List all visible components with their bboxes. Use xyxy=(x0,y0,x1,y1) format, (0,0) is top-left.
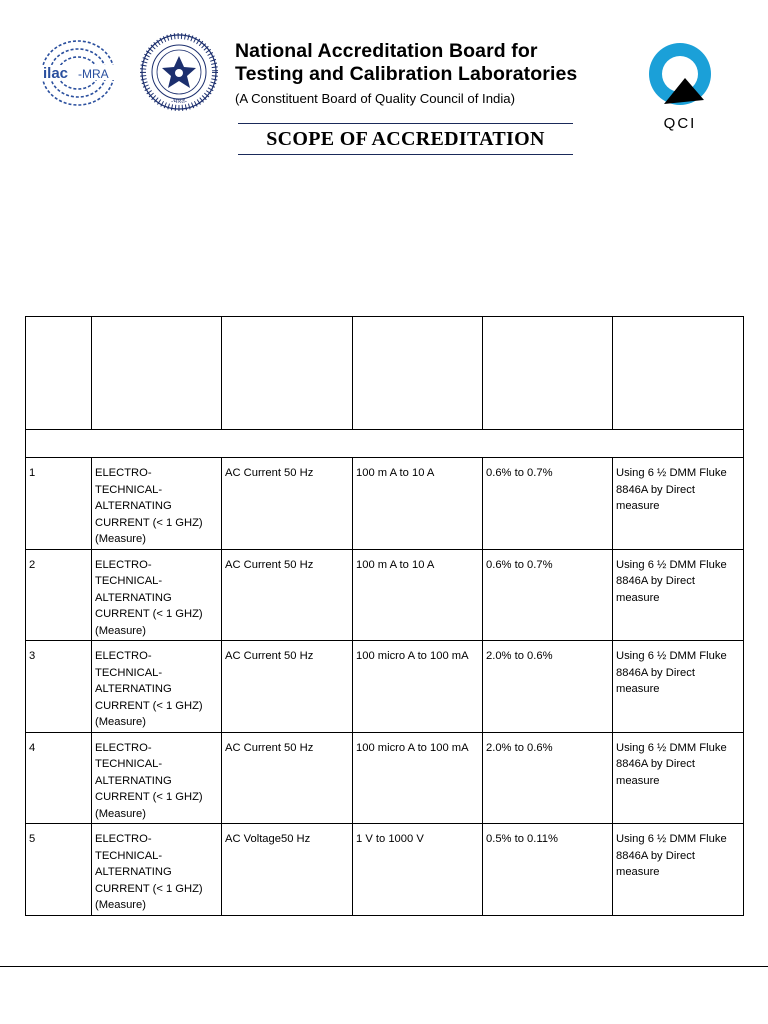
title-line-1: National Accreditation Board for xyxy=(235,40,538,62)
cell-discipline: ELECTRO-TECHNICAL-ALTERNATING CURRENT (< 1 GHZ) (Measure) xyxy=(92,824,222,916)
svg-text:-भारत-: -भारत- xyxy=(171,98,187,105)
cell-remarks: Using 6 ½ DMM Fluke 8846A by Direct measure xyxy=(613,824,744,916)
page-header xyxy=(0,0,768,170)
cell-discipline: ELECTRO-TECHNICAL-ALTERNATING CURRENT (< 1 GHZ) (Measure) xyxy=(92,549,222,641)
cell-sno: 2 xyxy=(26,549,92,641)
cell-range: 100 m A to 10 A xyxy=(353,458,483,550)
cell-parameter: AC Current 50 Hz xyxy=(222,458,353,550)
cell-parameter: AC Voltage50 Hz xyxy=(222,824,353,916)
table-row xyxy=(26,458,744,550)
title-block xyxy=(235,40,635,106)
svg-text:ilac: ilac xyxy=(43,65,69,82)
table-row xyxy=(26,641,744,733)
cell-cmc: 0.6% to 0.7% xyxy=(483,458,613,550)
cell-range: 100 micro A to 100 mA xyxy=(353,641,483,733)
scope-heading: SCOPE OF ACCREDITATION xyxy=(238,123,573,155)
header-cell xyxy=(222,317,353,430)
cell-remarks: Using 6 ½ DMM Fluke 8846A by Direct measure xyxy=(613,458,744,550)
scope-table xyxy=(25,316,744,916)
header-cell xyxy=(353,317,483,430)
cell-range: 1 V to 1000 V xyxy=(353,824,483,916)
cell-cmc: 0.5% to 0.11% xyxy=(483,824,613,916)
cell-cmc: 0.6% to 0.7% xyxy=(483,549,613,641)
table-row xyxy=(26,732,744,824)
section-cell xyxy=(26,430,744,458)
cell-sno: 4 xyxy=(26,732,92,824)
cell-sno: 5 xyxy=(26,824,92,916)
footer-divider xyxy=(0,966,768,967)
cell-discipline: ELECTRO-TECHNICAL-ALTERNATING CURRENT (< 1 GHZ) (Measure) xyxy=(92,732,222,824)
cell-parameter: AC Current 50 Hz xyxy=(222,732,353,824)
subtitle: (A Constituent Board of Quality Council of India) xyxy=(235,91,516,106)
cell-range: 100 micro A to 100 mA xyxy=(353,732,483,824)
nabl-logo xyxy=(136,32,222,134)
header-cell xyxy=(613,317,744,430)
cell-sno: 1 xyxy=(26,458,92,550)
cell-remarks: Using 6 ½ DMM Fluke 8846A by Direct measure xyxy=(613,549,744,641)
header-cell xyxy=(92,317,222,430)
cell-cmc: 2.0% to 0.6% xyxy=(483,732,613,824)
table-row xyxy=(26,824,744,916)
cell-range: 100 m A to 10 A xyxy=(353,549,483,641)
cell-discipline: ELECTRO-TECHNICAL-ALTERNATING CURRENT (< 1 GHZ) (Measure) xyxy=(92,641,222,733)
svg-text:QCI: QCI xyxy=(663,115,697,132)
cell-remarks: Using 6 ½ DMM Fluke 8846A by Direct measure xyxy=(613,641,744,733)
header-cell xyxy=(26,317,92,430)
ilac-mra-logo xyxy=(36,38,120,108)
table-section-row xyxy=(26,430,744,458)
header-cell xyxy=(483,317,613,430)
title-line-2: Testing and Calibration Laboratories xyxy=(235,63,578,85)
cell-remarks: Using 6 ½ DMM Fluke 8846A by Direct measure xyxy=(613,732,744,824)
table-header-row xyxy=(26,317,744,430)
cell-sno: 3 xyxy=(26,641,92,733)
svg-text:-MRA: -MRA xyxy=(78,67,109,81)
cell-discipline: ELECTRO-TECHNICAL-ALTERNATING CURRENT (< 1 GHZ) (Measure) xyxy=(92,458,222,550)
cell-parameter: AC Current 50 Hz xyxy=(222,549,353,641)
cell-cmc: 2.0% to 0.6% xyxy=(483,641,613,733)
table-row xyxy=(26,549,744,641)
cell-parameter: AC Current 50 Hz xyxy=(222,641,353,733)
qci-logo xyxy=(640,38,724,132)
